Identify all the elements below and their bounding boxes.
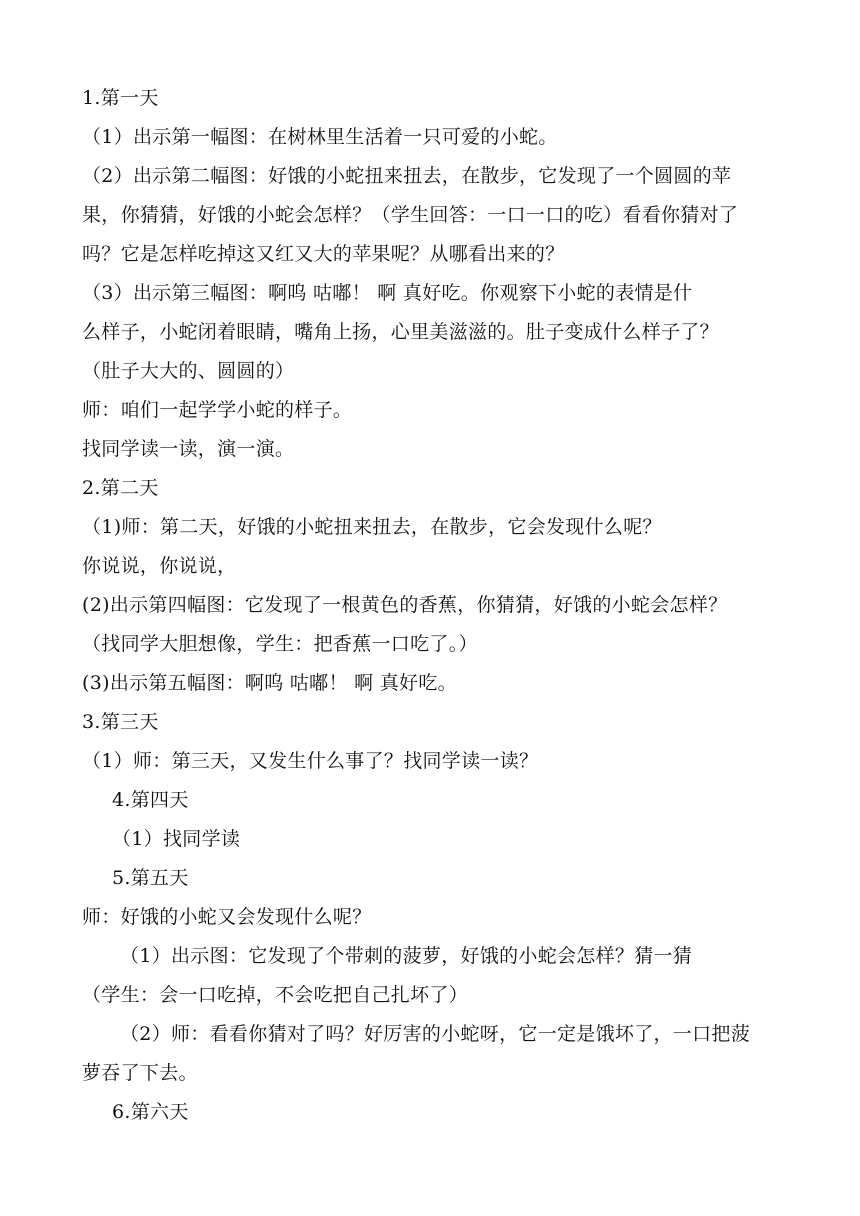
paragraph-line: 师：好饿的小蛇又会发现什么呢？: [82, 906, 372, 928]
heading-day-6: 6.第六天: [112, 1101, 189, 1123]
paragraph-line: （1）师：第三天，又发生什么事了？找同学读一读？: [82, 750, 539, 772]
paragraph-line: （1)师：第二天，好饿的小蛇扭来扭去，在散步，它会发现什么呢？: [82, 516, 662, 538]
paragraph-line: （肚子大大的、圆圆的）: [82, 360, 295, 382]
paragraph-line: 师：咱们一起学学小蛇的样子。: [82, 399, 353, 421]
heading-day-1: 1.第一天: [82, 87, 159, 109]
heading-day-3: 3.第三天: [82, 711, 159, 733]
paragraph-line: （学生：会一口吃掉，不会吃把自己扎坏了）: [82, 984, 469, 1006]
paragraph-line: （2）出示第二幅图：好饿的小蛇扭来扭去，在散步，它发现了一个圆圆的苹: [82, 165, 732, 187]
paragraph-line: 吗？它是怎样吃掉这又红又大的苹果呢？从哪看出来的？: [82, 243, 565, 265]
paragraph-line: (2)出示第四幅图：它发现了一根黄色的香蕉，你猜猜，好饿的小蛇会怎样？: [82, 594, 728, 616]
paragraph-line: (3)出示第五幅图：啊呜 咕嘟！ 啊 真好吃。: [82, 672, 457, 694]
paragraph-line: 萝吞了下去。: [82, 1062, 198, 1084]
heading-day-5: 5.第五天: [112, 867, 189, 889]
paragraph-line: （1）出示第一幅图：在树林里生活着一只可爱的小蛇。: [82, 126, 558, 148]
paragraph-line: 你说说，你说说，: [82, 555, 237, 577]
paragraph-line: （2）师：看看你猜对了吗？好厉害的小蛇呀，它一定是饿坏了，一口把菠: [120, 1023, 750, 1045]
paragraph-line: （3）出示第三幅图：啊呜 咕嘟！ 啊 真好吃。你观察下小蛇的表情是什: [82, 282, 693, 304]
paragraph-line: （1）出示图：它发现了个带刺的菠萝，好饿的小蛇会怎样？猜一猜: [120, 945, 693, 967]
paragraph-line: 么样子，小蛇闭着眼睛，嘴角上扬，心里美滋滋的。肚子变成什么样子了？: [82, 321, 719, 343]
paragraph-line: （找同学大胆想像，学生：把香蕉一口吃了。）: [82, 633, 478, 655]
paragraph-line: （1）找同学读: [112, 828, 241, 850]
paragraph-line: 找同学读一读，演一演。: [82, 438, 295, 460]
heading-day-4: 4.第四天: [112, 789, 189, 811]
heading-day-2: 2.第二天: [82, 477, 159, 499]
paragraph-line: 果，你猜猜，好饿的小蛇会怎样？（学生回答：一口一口的吃）看看你猜对了: [82, 204, 739, 226]
